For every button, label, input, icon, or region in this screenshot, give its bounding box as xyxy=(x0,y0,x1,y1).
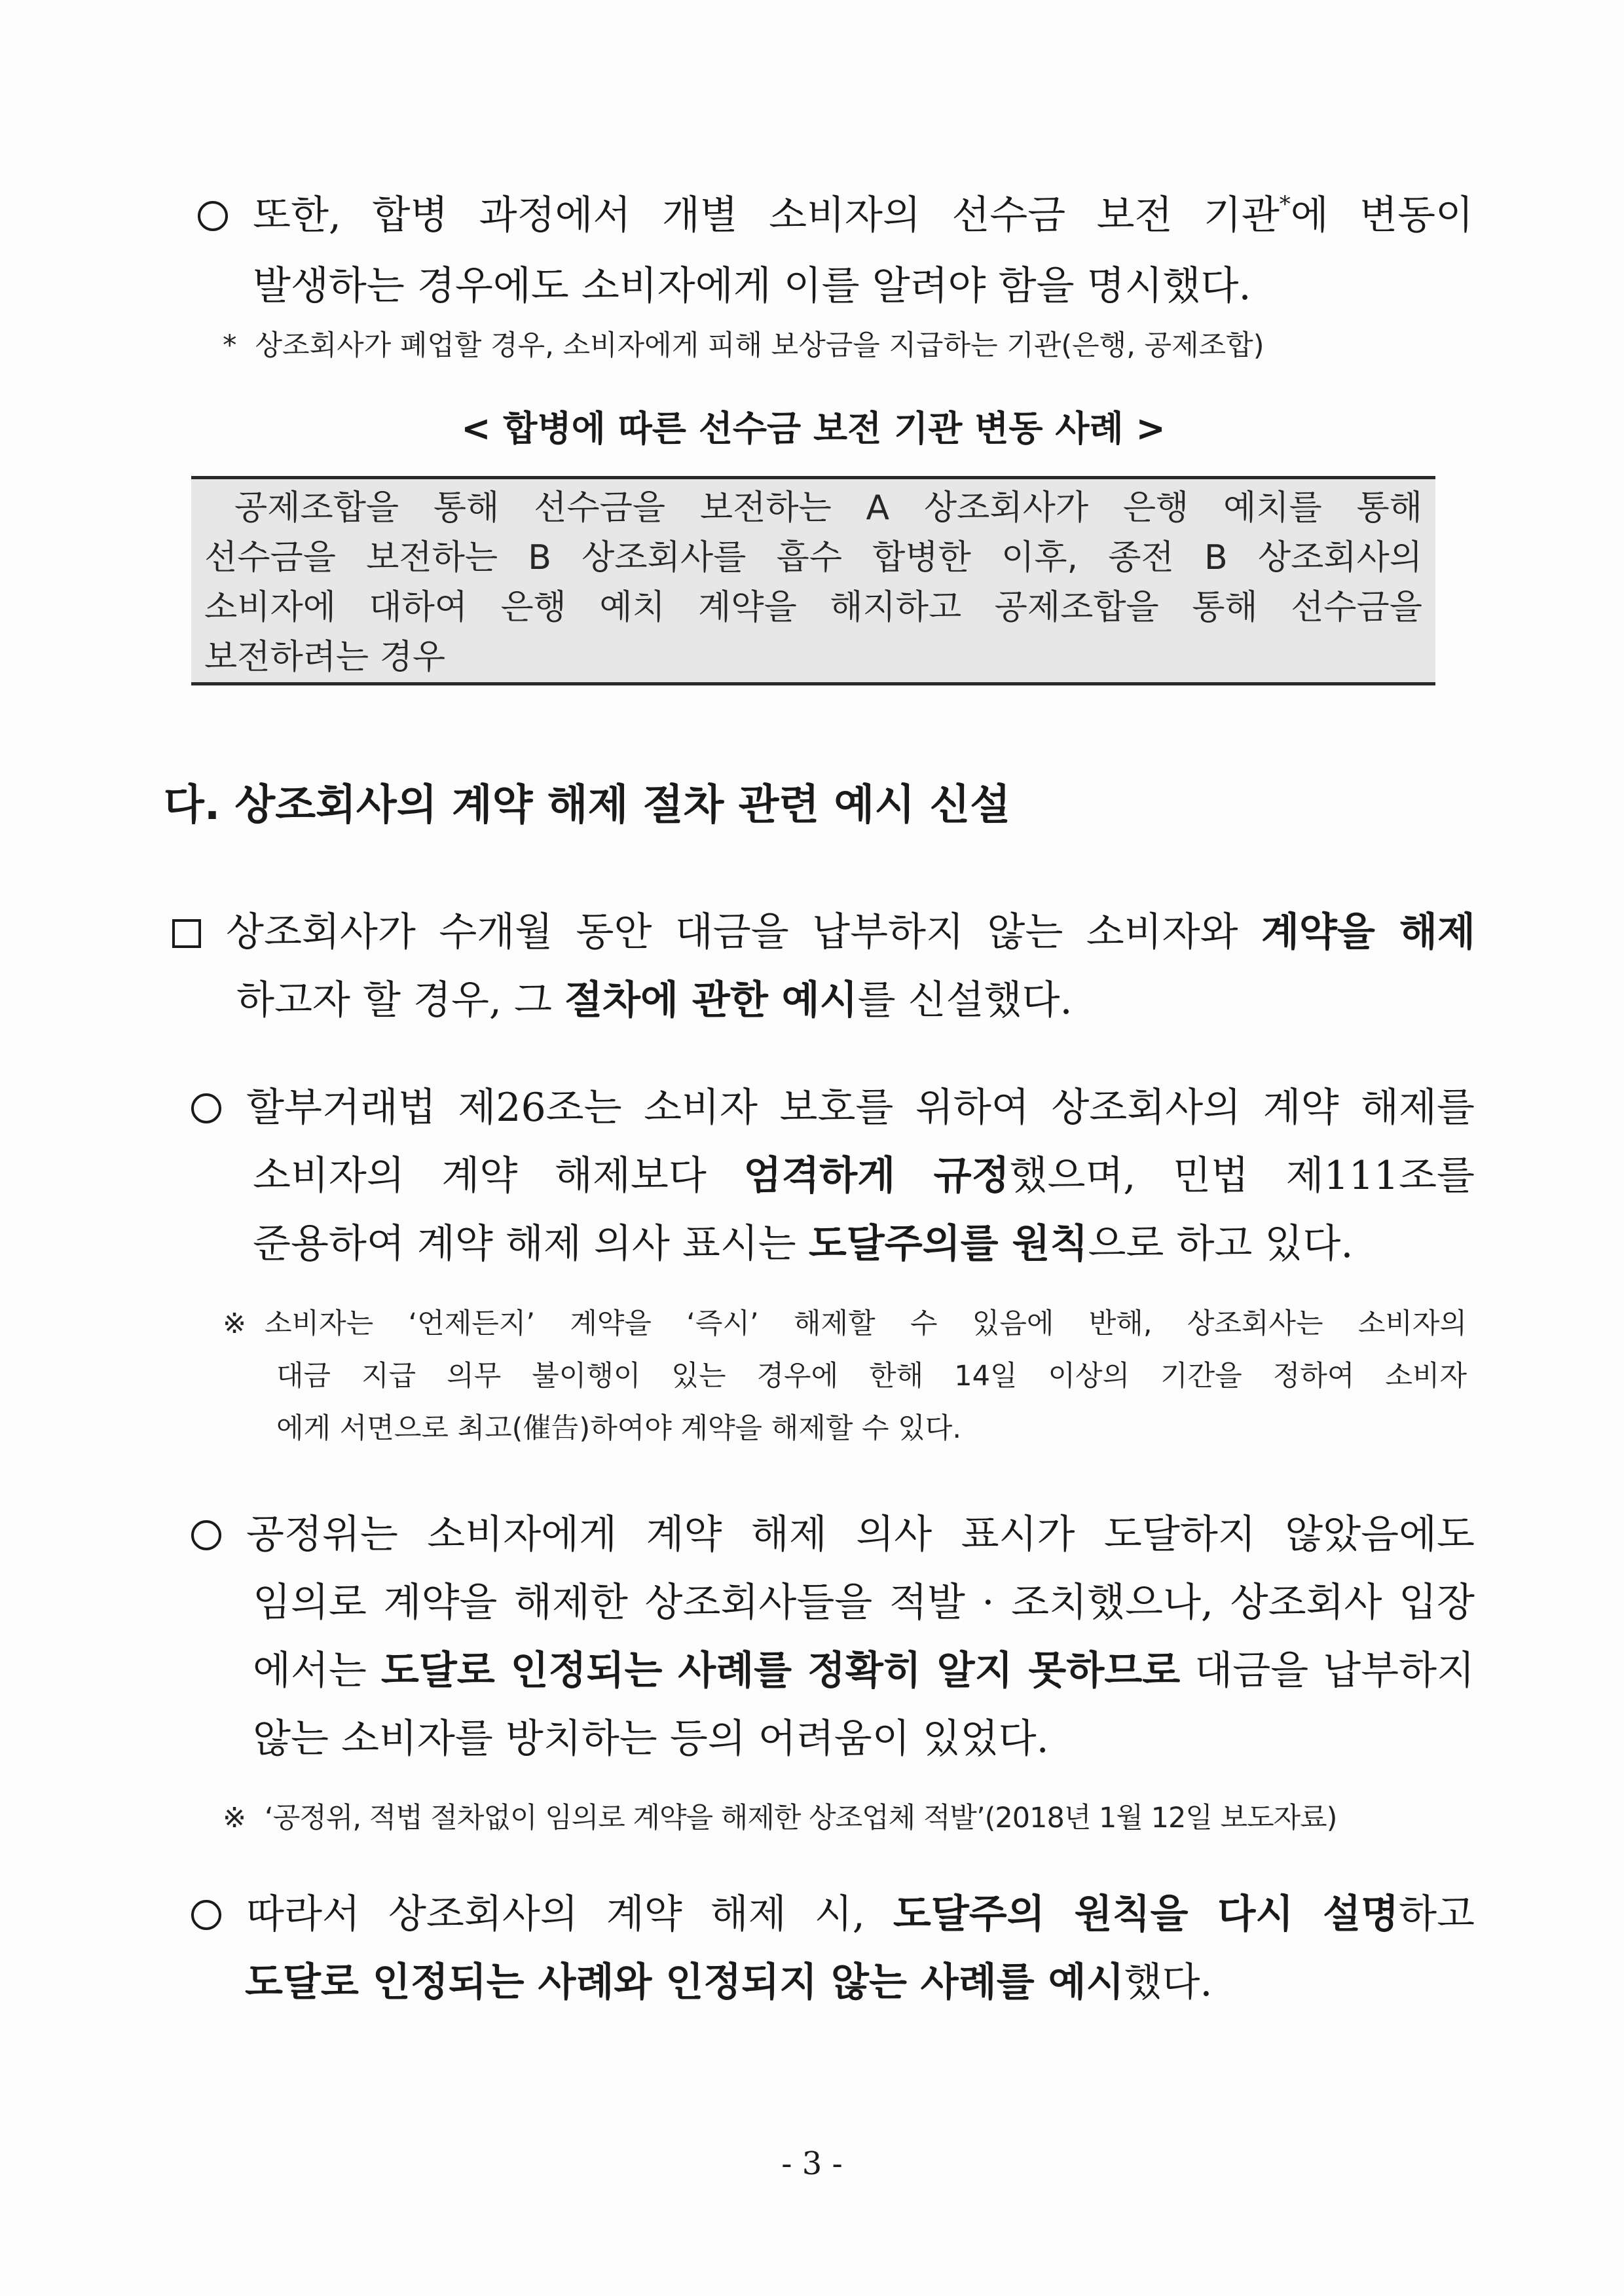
asterisk-mark: * xyxy=(223,329,237,362)
footnote-ref: * xyxy=(1279,191,1291,217)
footnote xyxy=(223,319,1454,372)
bullet-text: 또한, 합병 과정에서 개별 소비자의 선수금 보전 기관 xyxy=(253,192,1280,238)
bullet-text-line2: 발생하는 경우에도 소비자에게 이를 알려야 함을 명시했다. xyxy=(253,263,1251,309)
bullet-text: 에 변동이 xyxy=(1290,192,1473,238)
note-press-release: ※ ‘공정위, 적법 절차없이 임의로 계약을 해제한 상조업체 적발’(2018년 1월 12일 보도자료) xyxy=(223,1792,1467,1844)
bullet-merger xyxy=(198,169,1475,321)
reference-mark: ※ xyxy=(223,1802,247,1834)
circle-bullet-icon xyxy=(198,201,228,231)
bullet-ftc-enforcement: 공정위는 소비자에게 계약 해제 의사 표시가 도달하지 않았음에도 임의로 계약을 해제한 상조회사들을 적발 · 조치했으나, 상조회사 입장 에서는 도달로 인정되는 사례를 정확히 알지 못하므로 대금을 납부하지 않는 소비자를 방치하는 등의 어려움이 있었다. xyxy=(191,1501,1475,1773)
circle-bullet-icon xyxy=(191,1520,221,1550)
example-box-title: < 합병에 따른 선수금 보전 기관 변동 사례 > xyxy=(461,408,1166,449)
main-point: 상조회사가 수개월 동안 대금을 납부하지 않는 소비자와 계약을 해제 하고자 할 경우, 그 절차에 관한 예시를 신설했다. xyxy=(172,898,1475,1034)
example-box xyxy=(191,476,1435,685)
example-line: 소비자에 대하여 은행 예치 계약을 해지하고 공제조합을 통해 선수금을 xyxy=(204,588,1422,627)
example-line: 보전하려는 경우 xyxy=(204,638,446,677)
footnote-text: 상조회사가 폐업할 경우, 소비자에게 피해 보상금을 지급하는 기관(은행, 공제조합) xyxy=(255,329,1264,362)
circle-bullet-icon xyxy=(191,1093,221,1123)
circle-bullet-icon xyxy=(191,1900,221,1930)
bullet-conclusion: 따라서 상조회사의 계약 해제 시, 도달주의 원칙을 다시 설명하고 도달로 인정되는 사례와 인정되지 않는 사례를 예시했다. xyxy=(191,1880,1475,2016)
note-consumer-rights: ※ 소비자는 ‘언제든지’ 계약을 ‘즉시’ 해제할 수 있음에 반해, 상조회사는 소비자의 대금 지급 의무 불이행이 있는 경우에 한해 14일 이상의 기간을 정하여 소비자 에게 서면으로 최고(催告)하여야 계약을 해제할 수 있다. xyxy=(223,1298,1467,1455)
bullet-installment-act: 할부거래법 제26조는 소비자 보호를 위하여 상조회사의 계약 해제를 소비자의 계약 해제보다 엄격하게 규정했으며, 민법 제111조를 준용하여 계약 해제 의사 표시는 도달주의를 원칙으로 하고 있다. xyxy=(191,1074,1475,1278)
reference-mark: ※ xyxy=(223,1307,247,1340)
example-line: 공제조합을 통해 선수금을 보전하는 A 상조회사가 은행 예치를 통해 xyxy=(234,488,1422,528)
page-number: - 3 - xyxy=(781,2145,843,2182)
square-bullet-icon xyxy=(172,919,201,948)
example-line: 선수금을 보전하는 B 상조회사를 흡수 합병한 이후, 종전 B 상조회사의 xyxy=(204,538,1422,577)
section-heading: 다. 상조회사의 계약 해제 절차 관련 예시 신설 xyxy=(164,781,1011,829)
